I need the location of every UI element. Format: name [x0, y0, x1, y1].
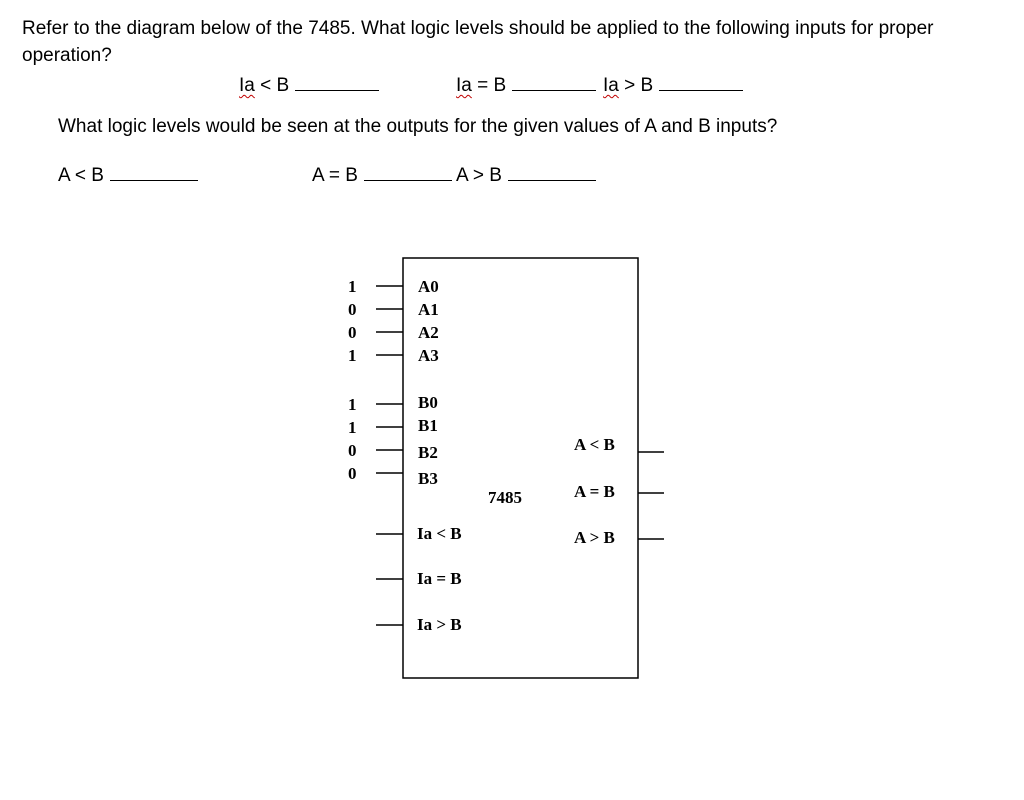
pin-a0-label: A0 — [418, 277, 439, 296]
a2-value: 0 — [348, 323, 357, 342]
question-2-text: What logic levels would be seen at the outputs for the given values of A and B inputs? — [58, 116, 778, 137]
a3-value: 1 — [348, 346, 357, 365]
pin-a3-label: A3 — [418, 346, 439, 365]
pin-b3-label: B3 — [418, 469, 438, 488]
outputs — [574, 435, 664, 547]
blank-ia-equal-b-prefix: Ia — [456, 75, 472, 96]
blank-ia-greater-b-label: > B — [618, 75, 654, 96]
blank-out-a-less-b-label: A < B — [58, 165, 104, 186]
b2-value: 0 — [348, 441, 357, 460]
b-inputs — [348, 393, 438, 488]
blank-ia-less-b-label: < B — [254, 75, 290, 96]
out-a-greater-b-label: A > B — [574, 528, 615, 547]
blank-ia-less-b-prefix: Ia — [239, 75, 255, 96]
blank-out-a-greater-b-label: A > B — [456, 165, 502, 186]
b1-value: 1 — [348, 418, 357, 437]
out-a-less-b-label: A < B — [574, 435, 615, 454]
pin-b0-label: B0 — [418, 393, 438, 412]
pin-ia-less-b-label: Ia < B — [417, 524, 462, 543]
b3-value: 0 — [348, 464, 357, 483]
pin-a1-label: A1 — [418, 300, 439, 319]
a-inputs — [348, 277, 439, 365]
pin-ia-equal-b-label: Ia = B — [417, 569, 462, 588]
cascade-inputs — [376, 524, 462, 634]
blank-ia-greater-b-prefix: Ia — [603, 75, 619, 96]
pin-a2-label: A2 — [418, 323, 439, 342]
blank-ia-equal-b-label: = B — [471, 75, 507, 96]
pin-b1-label: B1 — [418, 416, 438, 435]
chip-name: 7485 — [488, 488, 522, 507]
a0-value: 1 — [348, 277, 357, 296]
question-1-text: Refer to the diagram below of the 7485. What logic levels should be applied to the following inputs for proper operation? — [22, 18, 934, 66]
b0-value: 1 — [348, 395, 357, 414]
a1-value: 0 — [348, 300, 357, 319]
blank-out-a-equal-b-label: A = B — [312, 165, 358, 186]
pin-ia-greater-b-label: Ia > B — [417, 615, 462, 634]
pin-b2-label: B2 — [418, 443, 438, 462]
out-a-equal-b-label: A = B — [574, 482, 615, 501]
